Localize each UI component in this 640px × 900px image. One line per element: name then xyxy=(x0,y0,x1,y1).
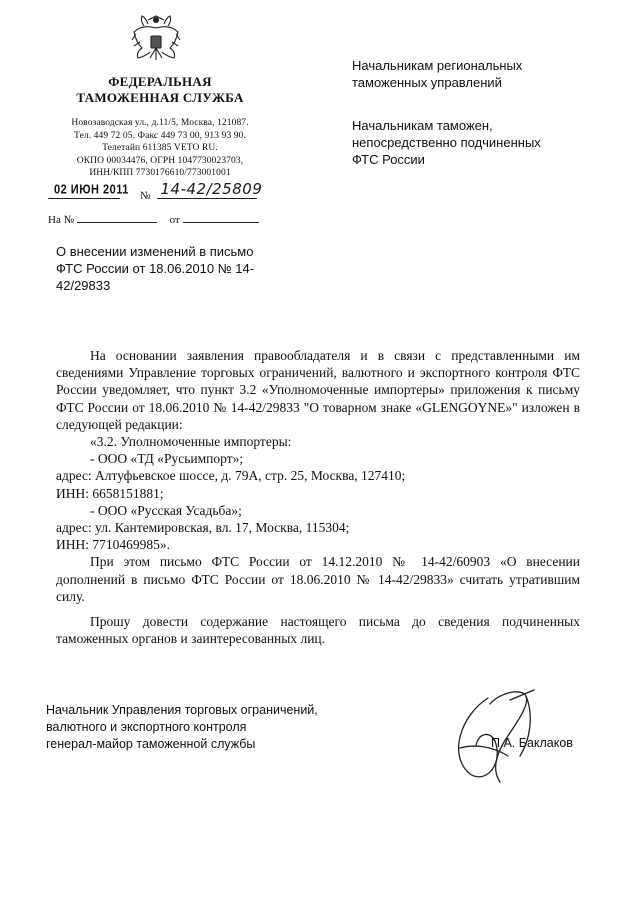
org-name-line1: ФЕДЕРАЛЬНАЯ xyxy=(108,74,212,89)
signature-title xyxy=(46,702,318,753)
contact-phone: Тел. 449 72 05. Факс 449 73 00, 913 93 90. xyxy=(74,130,246,141)
importer2-inn: ИНН: 7710469985». xyxy=(56,537,170,553)
signature-title-line: валютного и экспортного контроля xyxy=(46,720,247,734)
addressee-line: таможенных управлений xyxy=(352,75,502,90)
subject-line: О внесении изменений в письмо xyxy=(56,244,254,259)
signature-title-line: Начальник Управления торговых ограничений, xyxy=(46,703,318,717)
importer2-name: - ООО «Русская Усадьба»; xyxy=(90,502,242,518)
importer1-address: адрес: Алтуфьевское шоссе, д. 79А, стр. 25, Москва, 127410; xyxy=(56,468,406,484)
addressee-customs xyxy=(352,117,541,168)
quote-heading: «3.2. Уполномоченные импортеры: xyxy=(90,434,292,450)
ref-number-label: На № xyxy=(48,214,75,226)
paragraph-revocation: При этом письмо ФТС России от 14.12.2010 № 14-42/60903 «О внесении дополнений в письмо ФТС России от 18.06.2010 № 14-42/29833» считать утратившим силу. xyxy=(56,554,580,604)
ref-from-label: от xyxy=(169,214,180,226)
signature-title-line: генерал-майор таможенной службы xyxy=(46,737,256,751)
contact-teletype: Телетайп 611385 VETO RU. xyxy=(102,143,218,154)
number-field xyxy=(157,180,263,199)
addressee-line: непосредственно подчиненных xyxy=(352,135,541,150)
org-name-line2: ТАМОЖЕННАЯ СЛУЖБА xyxy=(76,90,244,105)
letter-body xyxy=(56,347,580,647)
ref-date-field xyxy=(183,210,259,223)
date-stamp-field xyxy=(48,182,129,199)
addressee-regional xyxy=(352,57,522,91)
date-stamp: 02 ИЮН 2011 xyxy=(54,182,129,198)
subject-line: ФТС России от 18.06.2010 № 14- xyxy=(56,261,255,276)
importer1-name: - ООО «ТД «Русьимпорт»; xyxy=(90,451,244,467)
contact-address: Новозаводская ул., д.11/5, Москва, 121087. xyxy=(71,118,249,128)
ref-number-field xyxy=(77,210,157,223)
signer-name: П.А. Баклаков xyxy=(491,736,573,750)
addressee-line: Начальникам региональных xyxy=(352,58,523,73)
paragraph-notice: На основании заявления правообладателя и в связи с представленными им сведениями Управление торговых ограничений, валютного и экспортного контроля ФТС России уведомляет, что пункт 3.2 «Уполномоченные импортеры» приложения к письму ФТС России от 18.06.2010 № 14-42/29833 "О товарном знаке «GLENGOYNE»" изложен в следующей редакции: xyxy=(56,348,580,432)
contact-inn: ИНН/КПП 7730176610/773001001 xyxy=(89,168,231,179)
contact-okpo: ОКПО 00034476, ОГРН 1047730023703, xyxy=(76,155,244,166)
importer1-inn: ИНН: 6658151881; xyxy=(56,485,164,501)
addressee-line: ФТС России xyxy=(352,152,425,167)
subject xyxy=(56,243,276,294)
double-headed-eagle-icon xyxy=(130,14,182,70)
subject-line: 42/29833 xyxy=(56,278,111,293)
handwritten-number: 14-42/25809 xyxy=(160,180,263,198)
addressee-line: Начальникам таможен, xyxy=(352,118,493,133)
paragraph-request: Прошу довести содержание настоящего письма до сведения подчиненных таможенных органов и заинтересованных лиц. xyxy=(56,614,580,647)
reference-line xyxy=(48,210,259,226)
number-label: № xyxy=(140,190,151,202)
registration-line xyxy=(48,180,298,204)
contact-details xyxy=(40,117,280,180)
importer2-address: адрес: ул. Кантемировская, вл. 17, Москва, 115304; xyxy=(56,520,350,536)
